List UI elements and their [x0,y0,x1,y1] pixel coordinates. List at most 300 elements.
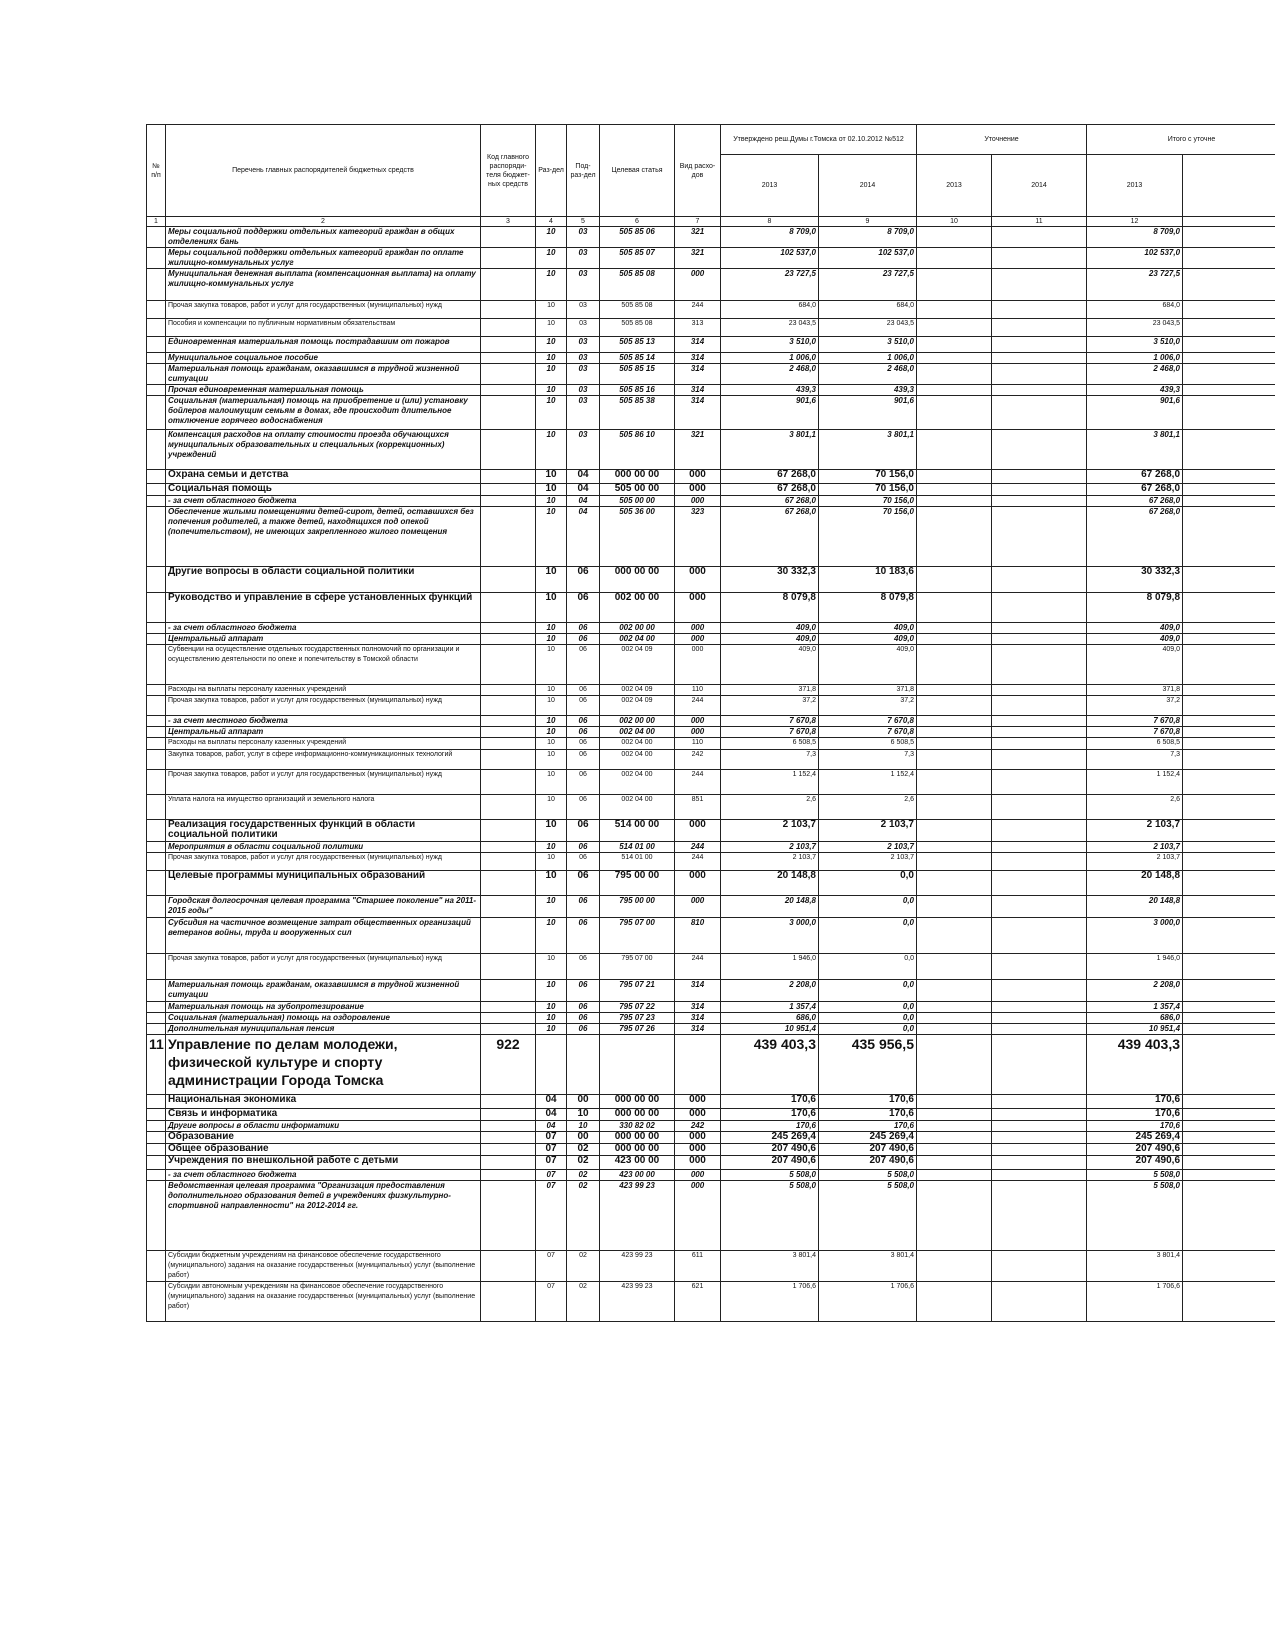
row-stat: 795 00 00 [600,871,675,896]
row-razdel: 10 [536,871,567,896]
row-utoch-2013 [917,645,992,685]
row-code [481,896,536,918]
row-utoch-2013 [917,470,992,484]
row-podrazdel: 10 [567,1121,600,1132]
header-itogo-2013: 2013 [1087,155,1183,217]
row-name: Центральный аппарат [166,727,481,738]
row-razdel [536,1035,567,1095]
table-row [147,918,1275,954]
row-utoch-2014 [992,337,1087,353]
row-vid: 244 [675,842,721,853]
row-itogo-2013: 23 043,5 [1087,319,1183,337]
row-utoch-2013 [917,727,992,738]
row-podrazdel: 06 [567,954,600,980]
row-itogo-2013: 1 006,0 [1087,353,1183,364]
row-itogo-2014 [1183,484,1275,496]
row-stat: 505 85 07 [600,248,675,269]
row-razdel: 04 [536,1109,567,1121]
row-num [147,738,166,750]
row-approved-2014: 8 079,8 [819,593,917,623]
row-utoch-2013 [917,1282,992,1322]
row-name: Целевые программы муниципальных образований [166,871,481,896]
row-utoch-2013 [917,248,992,269]
row-razdel: 10 [536,248,567,269]
row-razdel: 10 [536,696,567,716]
row-itogo-2013: 371,8 [1087,685,1183,696]
row-name: - за счет областного бюджета [166,623,481,634]
row-name: - за счет областного бюджета [166,496,481,507]
colnum: 9 [819,217,917,227]
row-code [481,1156,536,1170]
row-vid: 000 [675,727,721,738]
row-approved-2014: 23 043,5 [819,319,917,337]
row-name: Меры социальной поддержки отдельных категорий граждан в общих отделениях бань [166,227,481,248]
row-itogo-2014 [1183,1002,1275,1013]
row-utoch-2014 [992,301,1087,319]
row-itogo-2013: 207 490,6 [1087,1156,1183,1170]
table-row [147,954,1275,980]
table-row [147,301,1275,319]
row-razdel: 10 [536,685,567,696]
row-itogo-2014 [1183,364,1275,385]
row-itogo-2014 [1183,353,1275,364]
row-podrazdel: 03 [567,319,600,337]
row-itogo-2014 [1183,1013,1275,1024]
row-code [481,750,536,770]
row-utoch-2014 [992,319,1087,337]
table-row [147,593,1275,623]
row-name: Материальная помощь гражданам, оказавшимся в трудной жизненной ситуации [166,980,481,1002]
row-approved-2013: 1 357,4 [721,1002,819,1013]
header-num: № п/п [147,125,166,217]
row-approved-2013: 170,6 [721,1121,819,1132]
row-vid: 244 [675,770,721,795]
row-approved-2013: 20 148,8 [721,871,819,896]
row-approved-2013: 3 000,0 [721,918,819,954]
row-vid: 000 [675,496,721,507]
row-stat: 505 85 13 [600,337,675,353]
row-approved-2014: 23 727,5 [819,269,917,301]
row-approved-2013: 7 670,8 [721,716,819,727]
row-itogo-2013: 102 537,0 [1087,248,1183,269]
row-utoch-2014 [992,750,1087,770]
row-itogo-2014 [1183,918,1275,954]
header-approved-2013: 2013 [721,155,819,217]
row-num [147,507,166,567]
row-stat: 795 07 26 [600,1024,675,1035]
row-vid: 000 [675,593,721,623]
row-num [147,1002,166,1013]
row-podrazdel: 10 [567,1109,600,1121]
row-vid: 321 [675,430,721,470]
row-utoch-2014 [992,896,1087,918]
row-utoch-2013 [917,1170,992,1181]
row-vid: 314 [675,385,721,396]
row-num [147,980,166,1002]
row-utoch-2013 [917,1156,992,1170]
row-itogo-2013: 2 103,7 [1087,853,1183,871]
row-stat: 795 07 00 [600,954,675,980]
row-itogo-2013: 439 403,3 [1087,1035,1183,1095]
row-code [481,385,536,396]
row-approved-2013: 2 103,7 [721,842,819,853]
row-razdel: 10 [536,623,567,634]
colnum [1183,217,1275,227]
row-itogo-2014 [1183,337,1275,353]
row-vid: 244 [675,853,721,871]
row-vid: 314 [675,337,721,353]
header-utoch: Уточнение [917,125,1087,155]
row-razdel: 10 [536,470,567,484]
row-name: Расходы на выплаты персоналу казенных учреждений [166,685,481,696]
row-podrazdel: 06 [567,567,600,593]
row-utoch-2014 [992,248,1087,269]
row-num [147,470,166,484]
row-num [147,353,166,364]
table-row [147,738,1275,750]
row-razdel: 10 [536,396,567,430]
row-utoch-2013 [917,750,992,770]
colnum: 11 [992,217,1087,227]
row-itogo-2013: 3 000,0 [1087,918,1183,954]
row-approved-2014: 371,8 [819,685,917,696]
colnum: 5 [567,217,600,227]
row-utoch-2013 [917,1035,992,1095]
row-podrazdel: 03 [567,248,600,269]
row-razdel: 10 [536,954,567,980]
row-itogo-2014 [1183,301,1275,319]
table-row [147,1156,1275,1170]
row-code [481,470,536,484]
row-utoch-2013 [917,364,992,385]
row-num [147,248,166,269]
table-row [147,750,1275,770]
row-approved-2013: 23 043,5 [721,319,819,337]
row-itogo-2014 [1183,396,1275,430]
row-stat: 002 00 00 [600,593,675,623]
table-row [147,634,1275,645]
row-utoch-2013 [917,1024,992,1035]
row-num [147,227,166,248]
row-approved-2014: 6 508,5 [819,738,917,750]
row-approved-2014: 5 508,0 [819,1170,917,1181]
row-itogo-2014 [1183,716,1275,727]
header-podrazdel: Под-раз-дел [567,125,600,217]
row-code [481,484,536,496]
row-utoch-2014 [992,1156,1087,1170]
row-vid: 314 [675,1024,721,1035]
row-itogo-2014 [1183,842,1275,853]
row-podrazdel: 06 [567,842,600,853]
row-itogo-2013: 170,6 [1087,1121,1183,1132]
row-approved-2014: 7 670,8 [819,727,917,738]
row-approved-2013: 6 508,5 [721,738,819,750]
row-utoch-2014 [992,227,1087,248]
row-itogo-2014 [1183,227,1275,248]
row-code [481,1170,536,1181]
row-vid: 314 [675,1002,721,1013]
row-stat: 330 82 02 [600,1121,675,1132]
row-podrazdel: 06 [567,1024,600,1035]
row-utoch-2014 [992,1109,1087,1121]
row-utoch-2014 [992,353,1087,364]
row-razdel: 10 [536,301,567,319]
row-approved-2013: 3 510,0 [721,337,819,353]
table-row [147,1282,1275,1322]
row-itogo-2013: 684,0 [1087,301,1183,319]
colnum: 1 [147,217,166,227]
row-approved-2013: 5 508,0 [721,1170,819,1181]
row-itogo-2013: 67 268,0 [1087,484,1183,496]
row-podrazdel: 03 [567,353,600,364]
row-utoch-2014 [992,853,1087,871]
row-approved-2013: 2 103,7 [721,820,819,842]
row-approved-2013: 1 152,4 [721,770,819,795]
row-stat: 000 00 00 [600,470,675,484]
row-itogo-2013: 245 269,4 [1087,1132,1183,1144]
row-utoch-2013 [917,507,992,567]
row-razdel: 07 [536,1144,567,1156]
row-podrazdel: 03 [567,430,600,470]
row-razdel: 10 [536,227,567,248]
table-row [147,1132,1275,1144]
header-itogo: Итого с уточне [1087,125,1275,155]
row-code [481,918,536,954]
row-name: - за счет областного бюджета [166,1170,481,1181]
row-approved-2013: 170,6 [721,1095,819,1109]
row-stat: 505 85 06 [600,227,675,248]
row-name: Единовременная материальная помощь пострадавшим от пожаров [166,337,481,353]
row-vid: 321 [675,248,721,269]
row-itogo-2014 [1183,1282,1275,1322]
row-vid: 851 [675,795,721,820]
row-approved-2014: 0,0 [819,918,917,954]
row-approved-2014: 2 103,7 [819,853,917,871]
row-itogo-2014 [1183,1095,1275,1109]
row-podrazdel: 03 [567,396,600,430]
row-num [147,696,166,716]
row-num [147,337,166,353]
row-utoch-2014 [992,954,1087,980]
row-itogo-2014 [1183,385,1275,396]
row-approved-2014: 207 490,6 [819,1156,917,1170]
row-itogo-2014 [1183,1121,1275,1132]
row-razdel: 10 [536,896,567,918]
row-code [481,269,536,301]
row-approved-2014: 0,0 [819,1013,917,1024]
row-vid: 314 [675,364,721,385]
table-body [147,227,1275,1322]
row-utoch-2014 [992,1181,1087,1251]
row-podrazdel: 04 [567,470,600,484]
row-utoch-2014 [992,1121,1087,1132]
row-name: Субсидии автономным учреждениям на финансовое обеспечение государственного (муниципального) задания на оказание государственных (муниципальных) услуг (выполнение работ) [166,1282,481,1322]
row-num [147,623,166,634]
row-razdel: 10 [536,727,567,738]
row-approved-2014: 7 670,8 [819,716,917,727]
row-code [481,1121,536,1132]
row-utoch-2013 [917,396,992,430]
row-code [481,770,536,795]
row-utoch-2014 [992,820,1087,842]
row-vid: 000 [675,645,721,685]
row-itogo-2013: 1 706,6 [1087,1282,1183,1322]
row-approved-2013: 901,6 [721,396,819,430]
row-approved-2013: 2 103,7 [721,853,819,871]
row-approved-2013: 439 403,3 [721,1035,819,1095]
row-podrazdel: 00 [567,1132,600,1144]
row-approved-2014: 170,6 [819,1095,917,1109]
row-approved-2013: 409,0 [721,634,819,645]
row-vid: 313 [675,319,721,337]
row-itogo-2014 [1183,1181,1275,1251]
row-itogo-2014 [1183,248,1275,269]
row-name: - за счет местного бюджета [166,716,481,727]
table-row [147,430,1275,470]
row-itogo-2013: 5 508,0 [1087,1170,1183,1181]
row-itogo-2013: 67 268,0 [1087,507,1183,567]
row-itogo-2013: 8 079,8 [1087,593,1183,623]
row-stat: 505 00 00 [600,496,675,507]
row-name: Субсидия на частичное возмещение затрат общественных организаций ветеранов войны, труда и вооруженных сил [166,918,481,954]
row-approved-2013: 8 079,8 [721,593,819,623]
row-razdel: 10 [536,750,567,770]
row-name: Субсидии бюджетным учреждениям на финансовое обеспечение государственного (муниципального) задания на оказание государственных (муниципальных) услуг (выполнение работ) [166,1251,481,1282]
row-approved-2014: 70 156,0 [819,496,917,507]
row-utoch-2014 [992,1282,1087,1322]
row-stat: 002 04 09 [600,645,675,685]
row-podrazdel: 06 [567,593,600,623]
row-utoch-2014 [992,1002,1087,1013]
row-code [481,337,536,353]
row-num [147,842,166,853]
row-stat: 002 00 00 [600,716,675,727]
row-razdel: 10 [536,795,567,820]
row-itogo-2014 [1183,853,1275,871]
row-utoch-2014 [992,716,1087,727]
row-itogo-2014 [1183,896,1275,918]
row-utoch-2013 [917,795,992,820]
row-stat: 505 85 15 [600,364,675,385]
row-utoch-2013 [917,1181,992,1251]
row-vid: 110 [675,738,721,750]
row-utoch-2013 [917,1251,992,1282]
row-num [147,385,166,396]
row-utoch-2014 [992,396,1087,430]
row-code [481,1282,536,1322]
colnum: 6 [600,217,675,227]
row-stat: 795 00 00 [600,896,675,918]
row-utoch-2014 [992,470,1087,484]
row-vid: 000 [675,1156,721,1170]
row-num [147,484,166,496]
row-utoch-2014 [992,980,1087,1002]
row-vid: 244 [675,696,721,716]
row-stat: 002 04 00 [600,770,675,795]
row-itogo-2013: 686,0 [1087,1013,1183,1024]
row-itogo-2013: 409,0 [1087,645,1183,685]
row-approved-2013: 30 332,3 [721,567,819,593]
row-itogo-2014 [1183,470,1275,484]
row-code [481,567,536,593]
row-code [481,1181,536,1251]
row-itogo-2014 [1183,593,1275,623]
row-num [147,319,166,337]
row-stat: 000 00 00 [600,1095,675,1109]
header-itogo-2014 [1183,155,1275,217]
row-stat: 505 86 10 [600,430,675,470]
row-approved-2013: 23 727,5 [721,269,819,301]
row-vid: 000 [675,1109,721,1121]
row-podrazdel: 02 [567,1144,600,1156]
table-row [147,248,1275,269]
row-name: Прочая закупка товаров, работ и услуг для государственных (муниципальных) нужд [166,853,481,871]
row-podrazdel: 06 [567,980,600,1002]
row-razdel: 10 [536,319,567,337]
row-itogo-2014 [1183,645,1275,685]
row-num [147,820,166,842]
row-utoch-2013 [917,634,992,645]
row-podrazdel: 03 [567,301,600,319]
row-approved-2013: 10 951,4 [721,1024,819,1035]
row-itogo-2014 [1183,954,1275,980]
row-utoch-2014 [992,871,1087,896]
row-stat: 505 85 14 [600,353,675,364]
row-vid: 314 [675,1013,721,1024]
row-vid: 110 [675,685,721,696]
row-stat: 505 00 00 [600,484,675,496]
row-code [481,1095,536,1109]
row-num [147,1282,166,1322]
row-itogo-2013: 7,3 [1087,750,1183,770]
row-utoch-2013 [917,337,992,353]
row-stat: 002 04 00 [600,727,675,738]
row-approved-2013: 409,0 [721,623,819,634]
row-num [147,301,166,319]
row-approved-2014: 2 103,7 [819,820,917,842]
row-approved-2013: 3 801,1 [721,430,819,470]
row-code: 922 [481,1035,536,1095]
row-utoch-2014 [992,496,1087,507]
row-utoch-2014 [992,1013,1087,1024]
header-utoch-2013: 2013 [917,155,992,217]
row-razdel: 10 [536,980,567,1002]
row-num [147,1132,166,1144]
row-podrazdel: 06 [567,645,600,685]
row-stat [600,1035,675,1095]
row-stat: 505 85 38 [600,396,675,430]
row-vid: 000 [675,1170,721,1181]
row-approved-2013: 2 208,0 [721,980,819,1002]
table-row [147,871,1275,896]
row-vid: 611 [675,1251,721,1282]
row-utoch-2013 [917,567,992,593]
row-itogo-2014 [1183,319,1275,337]
row-stat: 514 00 00 [600,820,675,842]
row-itogo-2014 [1183,727,1275,738]
row-num [147,1013,166,1024]
row-razdel: 07 [536,1251,567,1282]
row-approved-2013: 2 468,0 [721,364,819,385]
colnum: 3 [481,217,536,227]
row-stat: 000 00 00 [600,1144,675,1156]
row-utoch-2013 [917,484,992,496]
row-razdel: 10 [536,337,567,353]
header-utoch-2014: 2014 [992,155,1087,217]
row-vid: 000 [675,623,721,634]
row-name: Другие вопросы в области информатики [166,1121,481,1132]
row-podrazdel: 06 [567,716,600,727]
